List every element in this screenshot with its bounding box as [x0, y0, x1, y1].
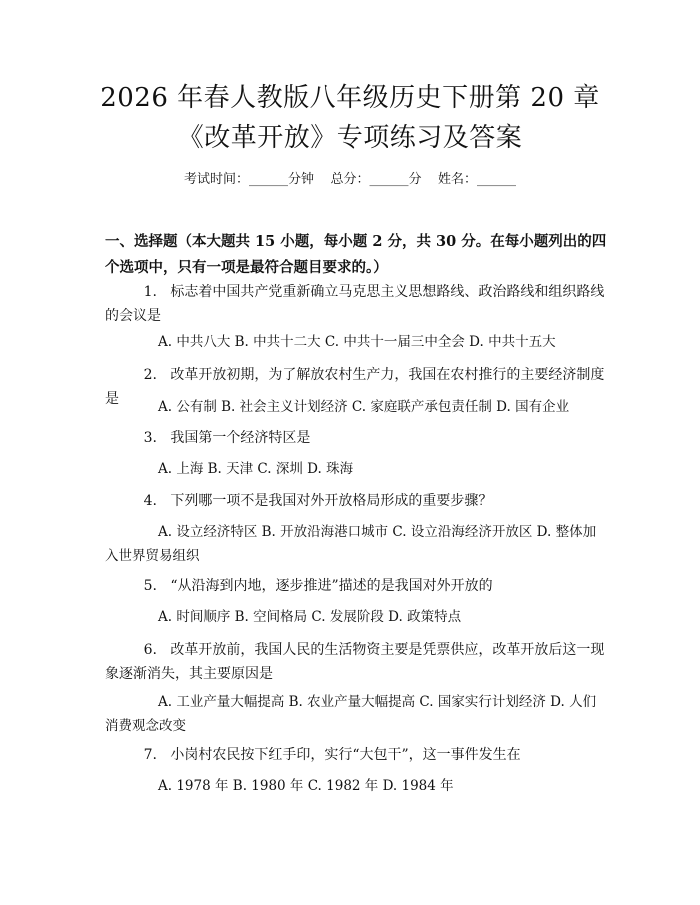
question-3 — [105, 426, 605, 450]
question-stem: 我国第一个经济特区是 — [170, 430, 311, 446]
question-5 — [105, 574, 605, 598]
question-3-options — [105, 457, 605, 481]
question-stem: “从沿海到内地，逐步推进”描述的是我国对外开放的 — [170, 578, 493, 594]
question-6 — [105, 638, 605, 686]
question-7 — [105, 743, 605, 767]
doc-title-line2: 《改革开放》专项练习及答案 — [177, 123, 523, 153]
question-number: 2. — [143, 367, 157, 383]
options-text: A. 中共八大 B. 中共十二大 C. 中共十一届三中全会 D. 中共十五大 — [158, 334, 556, 350]
section-heading: 一、选择题（本大题共 15 小题，每小题 2 分，共 30 分。在每小题列出的四个选项中，只有一项是最符合题目要求的。） — [105, 233, 607, 276]
question-number: 3. — [143, 430, 157, 446]
options-text: A. 1978 年 B. 1980 年 C. 1982 年 D. 1984 年 — [158, 778, 454, 794]
options-text: A. 时间顺序 B. 空间格局 C. 发展阶段 D. 政策特点 — [158, 609, 462, 625]
question-number: 5. — [143, 578, 157, 594]
question-stem: 小岗村农民按下红手印，实行“大包干”，这一事件发生在 — [170, 747, 521, 763]
question-number: 4. — [143, 493, 157, 509]
question-stem: 标志着中国共产党重新确立马克思主义思想路线、政治路线和组织路线的会议是 — [105, 284, 605, 324]
question-1 — [105, 280, 605, 328]
question-4-options: A. 设立经济特区 B. 开放沿海港口城市 C. 设立沿海经济开放区 D. 整体加入世界贸易组织 — [105, 524, 597, 564]
options-text: A. 公有制 B. 社会主义计划经济 C. 家庭联产承包责任制 D. 国有企业 — [158, 399, 570, 415]
question-number: 7. — [143, 747, 157, 763]
question-stem: 改革开放前，我国人民的生活物资主要是凭票供应，改革开放后这一现象逐渐消失，其主要原因是 — [105, 642, 605, 682]
exam-meta-line: 考试时间：______分钟 总分：______分 姓名：______ — [183, 172, 517, 187]
question-number: 1. — [143, 284, 157, 300]
options-text: A. 上海 B. 天津 C. 深圳 D. 珠海 — [158, 461, 354, 477]
question-7-options — [105, 774, 605, 798]
question-5-options — [105, 605, 605, 629]
question-6-options: A. 工业产量大幅提高 B. 农业产量大幅提高 C. 国家实行计划经济 D. 人们消费观念改变 — [105, 694, 597, 734]
question-stem: 改革开放初期，为了解放农村生产力，我国在农村推行的主要经济制度是 — [105, 367, 605, 407]
question-1-options — [105, 330, 605, 354]
question-stem: 下列哪一项不是我国对外开放格局形成的重要步骤？ — [170, 493, 493, 509]
question-2-options — [105, 395, 605, 419]
question-number: 6. — [143, 642, 157, 658]
doc-title-line1: 2026 年春人教版八年级历史下册第 20 章 — [100, 83, 600, 113]
question-4 — [105, 489, 605, 513]
